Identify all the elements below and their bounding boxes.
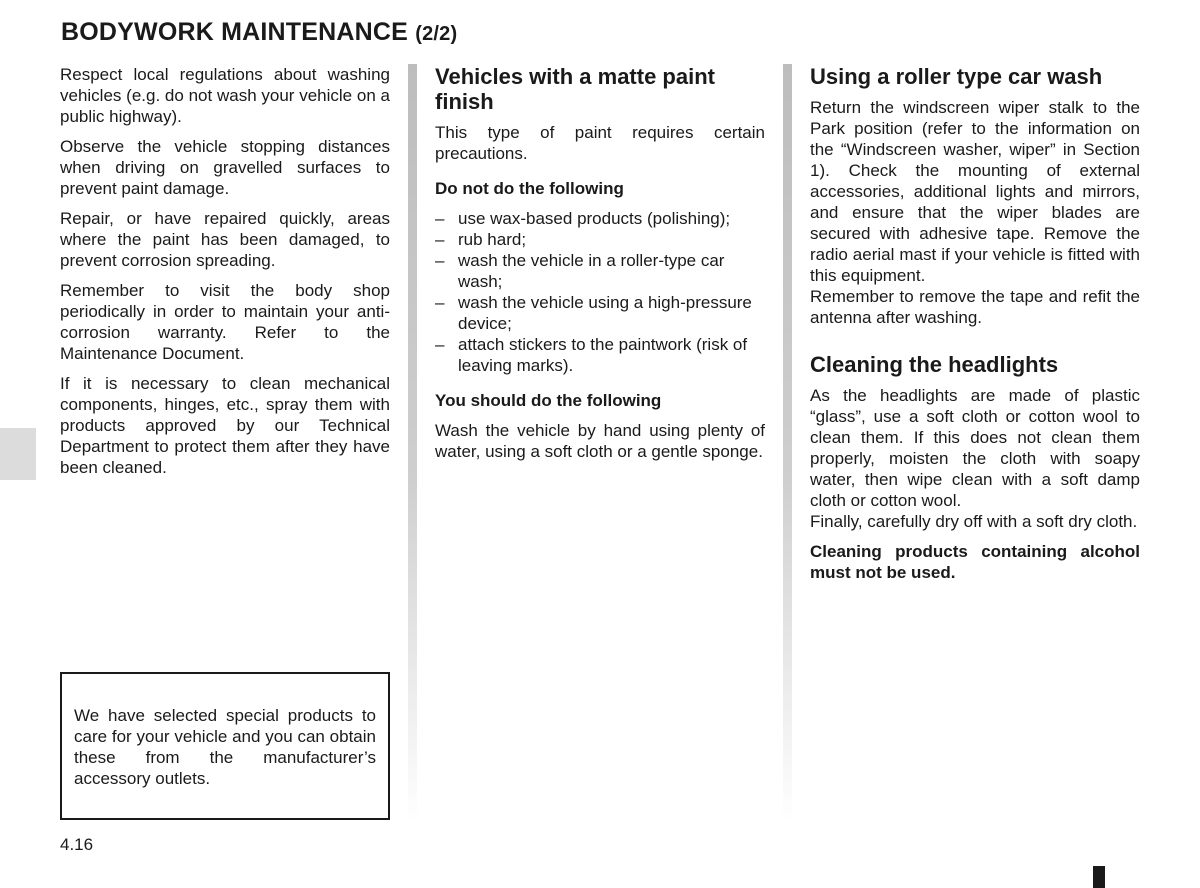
- paragraph: Respect local regulations about washing vehicles (e.g. do not wash your vehicle on a public highway).: [60, 65, 390, 126]
- list-item: – attach stickers to the paintwork (risk of leaving marks).: [435, 334, 765, 376]
- column-divider: [408, 64, 417, 824]
- section-heading: Vehicles with a matte paint finish: [435, 64, 715, 114]
- page-title-text: BODYWORK MAINTENANCE: [61, 18, 409, 46]
- list-item: – wash the vehicle in a roller-type car wash;: [435, 250, 765, 292]
- column-general-advice: [60, 64, 390, 487]
- paragraph: Observe the vehicle stopping distances when driving on gravelled surfaces to prevent paint damage.: [60, 137, 390, 198]
- subheading-do-not: Do not do the following: [435, 179, 624, 198]
- paragraph: Remember to remove the tape and refit the antenna after washing.: [810, 287, 1140, 327]
- page-title-suffix: (2/2): [415, 23, 458, 45]
- page-number: 4.16: [60, 835, 94, 854]
- column-matte-paint: [435, 64, 765, 471]
- note-box: [60, 672, 390, 820]
- paragraph: Finally, carefully dry off with a soft dry cloth.: [810, 512, 1138, 531]
- paragraph: Return the windscreen wiper stalk to the Park position (refer to the information on the “Windscreen washer, wiper” in Section 1). Check the mounting of external accessories, additional lights and mirrors, and ensure that the wiper blades are secured with adhesive tape. Remove the radio aerial mast if your vehicle is fitted with this equipment.: [810, 98, 1140, 285]
- paragraph: Wash the vehicle by hand using plenty of water, using a soft cloth or a gentle sponge.: [435, 421, 765, 461]
- warning-text: Cleaning products containing alcohol must not be used.: [810, 542, 1140, 582]
- page-title: [61, 18, 457, 47]
- paragraph: Repair, or have repaired quickly, areas where the paint has been damaged, to prevent corrosion spreading.: [60, 209, 390, 270]
- corner-mark: [1093, 866, 1105, 888]
- note-text: We have selected special products to care for your vehicle and you can obtain these from the manufacturer’s accessory outlets.: [74, 706, 376, 788]
- list-item: – rub hard;: [435, 229, 765, 250]
- list-item: – wash the vehicle using a high-pressure device;: [435, 292, 765, 334]
- list-item: – use wax-based products (polishing);: [435, 208, 765, 229]
- section-tab: [0, 428, 36, 480]
- section-heading: Cleaning the headlights: [810, 352, 1059, 377]
- do-not-list: [435, 208, 765, 376]
- paragraph: If it is necessary to clean mechanical components, hinges, etc., spray them with products approved by our Technical Department to protect them after they have been cleaned.: [60, 374, 390, 477]
- column-car-wash-headlights: [810, 64, 1140, 592]
- paragraph: Remember to visit the body shop periodically in order to maintain your anti-corrosion warranty. Refer to the Maintenance Document.: [60, 281, 390, 363]
- paragraph: This type of paint requires certain precautions.: [435, 123, 765, 163]
- column-divider: [783, 64, 792, 824]
- subheading-should: You should do the following: [435, 391, 662, 410]
- section-heading: Using a roller type car wash: [810, 64, 1103, 89]
- paragraph: As the headlights are made of plastic “glass”, use a soft cloth or cotton wool to clean them. If this does not clean them properly, moisten the cloth with soapy water, then wipe clean with a soft damp cloth or cotton wool.: [810, 386, 1140, 510]
